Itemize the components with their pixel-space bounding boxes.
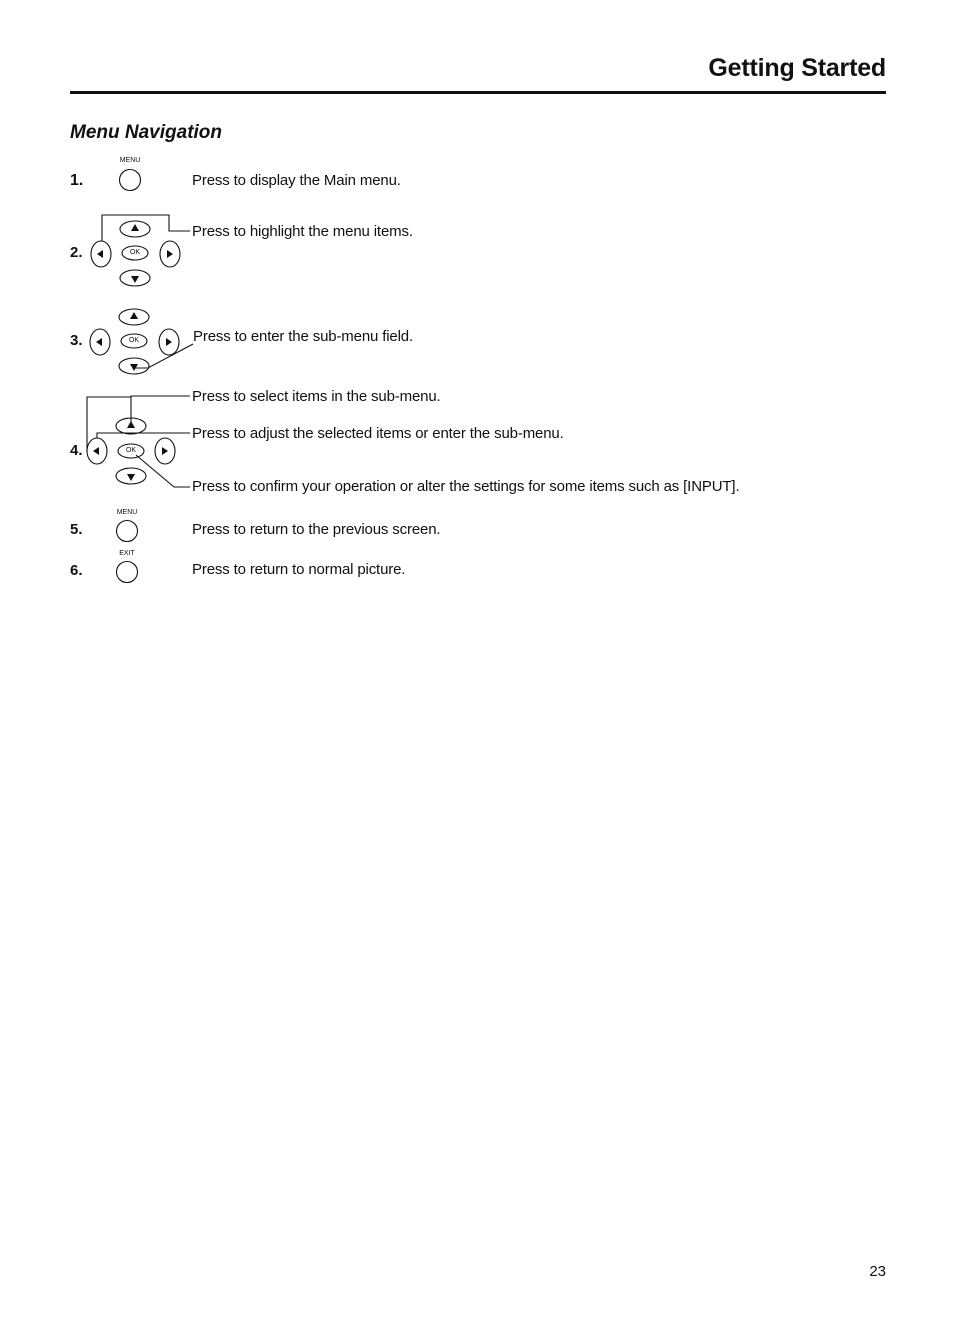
step-1-description: Press to display the Main menu. [192, 172, 401, 189]
exit-label-step6: EXIT [119, 550, 135, 557]
step-number-3: 3. [70, 332, 83, 349]
ok-label-step3: OK [128, 337, 140, 344]
step-number-1: 1. [70, 172, 84, 189]
step-4-description-adjust: Press to adjust the selected items or enter the sub-menu. [192, 425, 564, 442]
step-4-description-select: Press to select items in the sub-menu. [192, 388, 441, 405]
ok-label-step4: OK [125, 447, 137, 454]
page-number: 23 [869, 1263, 886, 1280]
step-number-6: 6. [70, 562, 83, 579]
step-3-description: Press to enter the sub-menu field. [193, 328, 414, 345]
nav-pad-icon-step4 [87, 396, 190, 487]
step-number-5: 5. [70, 521, 83, 538]
page-header-title: Getting Started [708, 54, 886, 82]
step-4-description-confirm: Press to confirm your operation or alter the settings for some items such as [INPUT]. [192, 478, 740, 495]
step-number-4: 4. [70, 442, 83, 459]
step-number-2: 2. [70, 244, 83, 261]
section-title: Menu Navigation [70, 122, 223, 143]
menu-label-step5: MENU [116, 509, 138, 516]
menu-label-step1: MENU [119, 157, 141, 164]
step-6-description: Press to return to normal picture. [192, 561, 406, 578]
menu-button-icon-step5 [117, 521, 138, 542]
ok-label-step2: OK [129, 249, 141, 256]
step-5-description: Press to return to the previous screen. [192, 521, 441, 538]
menu-button-icon [120, 170, 141, 191]
step-2-description: Press to highlight the menu items. [192, 223, 413, 240]
exit-button-icon [117, 562, 138, 583]
